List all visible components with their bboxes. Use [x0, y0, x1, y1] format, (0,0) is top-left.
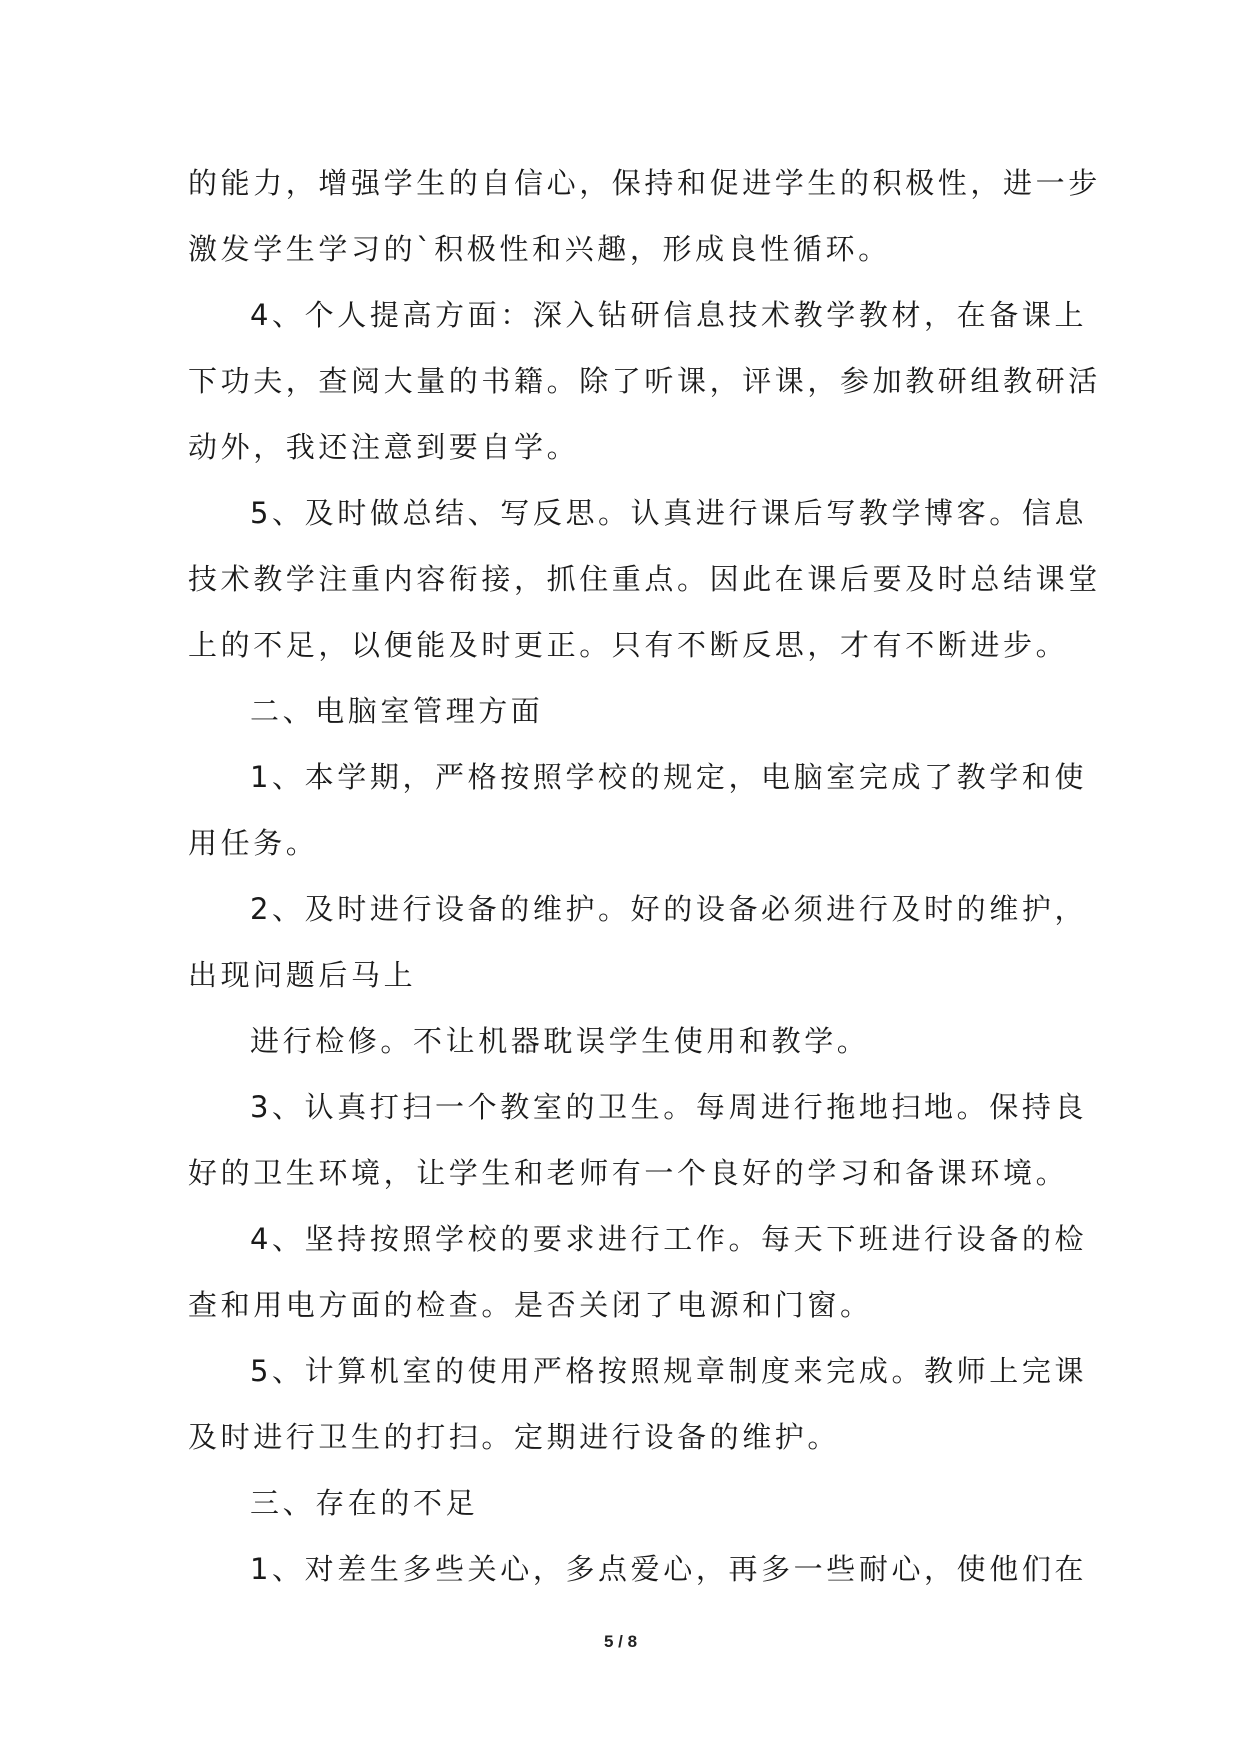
text-line: 1、本学期，严格按照学校的规定，电脑室完成了教学和使 [250, 760, 1088, 794]
text-line: 查和用电方面的检查。是否关闭了电源和门窗。 [188, 1288, 873, 1322]
text-line: 5、计算机室的使用严格按照规章制度来完成。教师上完课 [250, 1354, 1088, 1388]
section-heading: 二、电脑室管理方面 [250, 694, 544, 728]
page-number: 5 / 8 [603, 1632, 638, 1651]
text-line: 及时进行卫生的打扫。定期进行设备的维护。 [188, 1420, 841, 1454]
text-line: 激发学生学习的`积极性和兴趣，形成良性循环。 [188, 232, 891, 266]
text-line: 好的卫生环境，让学生和老师有一个良好的学习和备课环境。 [188, 1156, 1069, 1190]
text-line: 下功夫，查阅大量的书籍。除了听课，评课，参加教研组教研活 [188, 364, 1101, 398]
text-line: 3、认真打扫一个教室的卫生。每周进行拖地扫地。保持良 [250, 1090, 1088, 1124]
text-line: 出现问题后马上 [188, 958, 417, 992]
text-line: 进行检修。不让机器耽误学生使用和教学。 [250, 1024, 870, 1058]
section-heading: 三、存在的不足 [250, 1486, 479, 1520]
text-line: 用任务。 [188, 826, 319, 860]
text-line: 5、及时做总结、写反思。认真进行课后写教学博客。信息 [250, 496, 1088, 530]
text-line: 上的不足，以便能及时更正。只有不断反思，才有不断进步。 [188, 628, 1069, 662]
text-line: 4、个人提高方面：深入钻研信息技术教学教材，在备课上 [250, 298, 1088, 332]
text-line: 动外，我还注意到要自学。 [188, 430, 580, 464]
document-body [188, 150, 1101, 1602]
text-line: 2、及时进行设备的维护。好的设备必须进行及时的维护， [250, 892, 1088, 926]
text-line: 技术教学注重内容衔接，抓住重点。因此在课后要及时总结课堂 [188, 562, 1101, 596]
text-line: 4、坚持按照学校的要求进行工作。每天下班进行设备的检 [250, 1222, 1088, 1256]
text-line: 的能力，增强学生的自信心，保持和促进学生的积极性，进一步 [188, 166, 1101, 200]
text-line: 1、对差生多些关心，多点爱心，再多一些耐心，使他们在 [250, 1552, 1088, 1586]
